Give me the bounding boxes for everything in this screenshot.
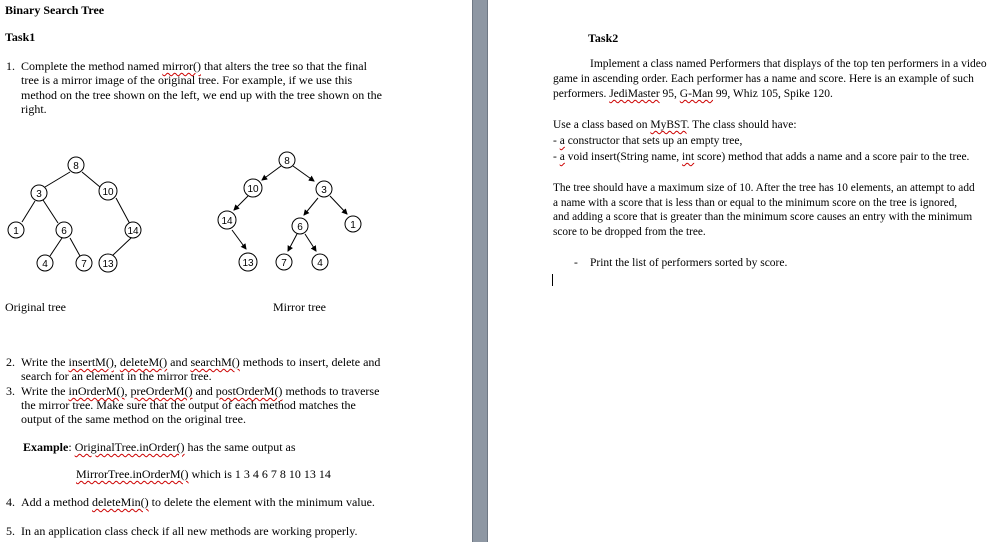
example-line2: MirrorTree.inOrderM() which is 1 3 4 6 7 8 10 13 14 (76, 467, 331, 481)
task1-heading: Task1 (5, 30, 36, 44)
mirror-node-8: 8 (284, 156, 290, 167)
mirror-tree-caption: Mirror tree (273, 300, 326, 314)
para3-line2: a name with a score that is less than or equal to the minimum score on the tree is ignored, (553, 197, 958, 209)
document-title: Binary Search Tree (5, 3, 105, 17)
para2-line1: Use a class based on MyBST. The class should have: (553, 119, 797, 131)
item5-line: In an application class check if all new methods are working properly. (21, 524, 358, 538)
para3-line4: score to be dropped from the tree. (553, 226, 706, 238)
mirror-node-6: 6 (297, 222, 303, 233)
para3-line1: The tree should have a maximum size of 10. After the tree has 10 elements, an attempt to add (553, 182, 975, 194)
left-page (0, 0, 472, 542)
item4-line: Add a method deleteMin() to delete the element with the minimum value. (21, 495, 375, 509)
para1-line1: Implement a class named Performers that displays of the top ten performers in a video (590, 58, 987, 70)
item3-number: 3. (6, 384, 15, 398)
text-cursor (552, 274, 553, 286)
original-tree-caption: Original tree (5, 300, 66, 314)
item5-number: 5. (6, 524, 15, 538)
mirror-method: mirror() (162, 59, 201, 73)
last-bullet-dash: - (574, 257, 578, 269)
mirror-node-4: 4 (317, 258, 323, 269)
orig-node-10: 10 (102, 187, 114, 198)
item2-line1: Write the insertM(), deleteM() and searchM() methods to insert, delete and (21, 355, 381, 369)
orig-node-14: 14 (127, 226, 139, 237)
item1-number: 1. (6, 59, 15, 73)
para1-line2: game in ascending order. Each performer has a name and score. Here is an example of such (553, 73, 974, 85)
para2-bullet1: - a constructor that sets up an empty tree, (553, 135, 743, 147)
para3-line3: and adding a score that is greater than the minimum score causes an entry with the minimum (553, 211, 973, 223)
item2-line2: search for an element in the mirror tree. (21, 369, 212, 383)
task2-heading: Task2 (588, 31, 619, 45)
orig-node-4: 4 (42, 259, 48, 270)
orig-node-1: 1 (13, 226, 19, 237)
example-line1: Example: OriginalTree.inOrder() has the same output as (23, 440, 296, 454)
item3-line2: the mirror tree. Make sure that the output of each method matches the (21, 398, 356, 412)
item1-line2: tree is a mirror image of the original tree. For example, if we use this (21, 73, 353, 87)
original-tree-diagram (0, 150, 160, 280)
orig-node-7: 7 (81, 259, 87, 270)
last-bullet-text: Print the list of performers sorted by score. (590, 257, 788, 269)
item3-line3: output of the same method on the original tree. (21, 412, 246, 426)
para2-bullet2: - a void insert(String name, int score) method that adds a name and a score pair to the tree. (553, 151, 970, 163)
orig-node-13: 13 (102, 259, 114, 270)
mirror-tree-diagram (210, 146, 370, 276)
mirror-node-14: 14 (221, 216, 233, 227)
orig-node-3: 3 (36, 189, 42, 200)
item1-line4: right. (21, 102, 47, 116)
item4-number: 4. (6, 495, 15, 509)
item1-line3: method on the tree shown on the left, we end up with the tree shown on the (21, 88, 382, 102)
right-page (488, 0, 998, 542)
mirror-node-13: 13 (242, 258, 254, 269)
mirror-node-3: 3 (321, 185, 327, 196)
orig-node-6: 6 (61, 226, 67, 237)
page-gutter (472, 0, 488, 542)
para1-line3: performers. JediMaster 95, G-Man 99, Whiz 105, Spike 120. (553, 88, 833, 100)
item1-line1: Complete the method named mirror() that alters the tree so that the final (21, 59, 367, 73)
orig-node-8: 8 (73, 161, 79, 172)
mirror-node-10: 10 (247, 184, 259, 195)
item2-number: 2. (6, 355, 15, 369)
item3-line1: Write the inOrderM(), preOrderM() and postOrderM() methods to traverse (21, 384, 380, 398)
mirror-node-7: 7 (281, 258, 287, 269)
mirror-node-1: 1 (350, 220, 356, 231)
